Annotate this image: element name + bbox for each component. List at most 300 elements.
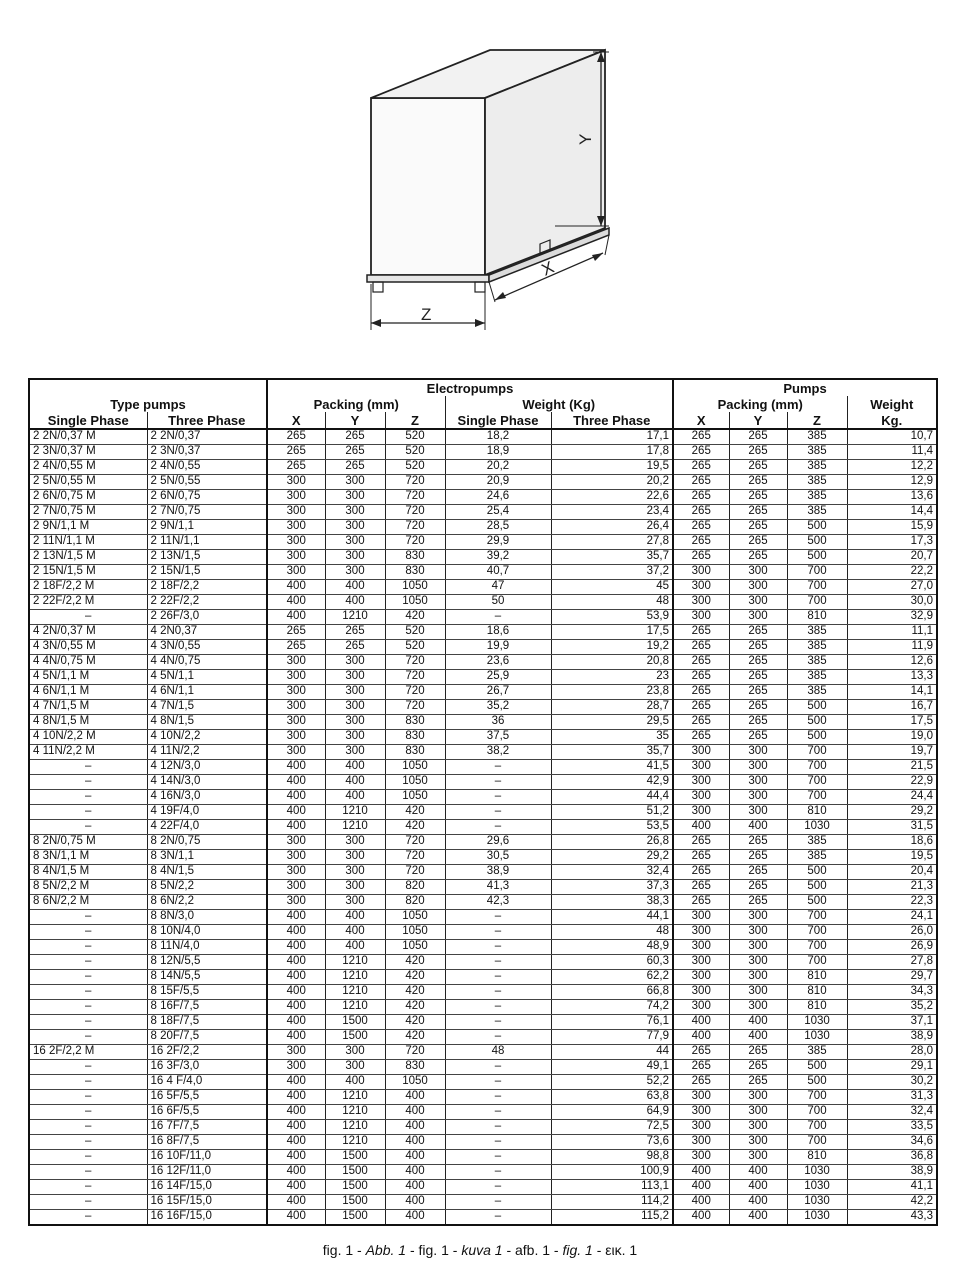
pump-x-cell: 265 — [673, 505, 729, 520]
pump-weight-cell: 35,2 — [847, 1000, 937, 1015]
packing-y-cell: 400 — [325, 760, 385, 775]
packing-y-cell: 1500 — [325, 1195, 385, 1210]
packing-x-cell: 400 — [267, 1135, 325, 1150]
packing-z-cell: 520 — [385, 460, 445, 475]
pump-x-cell: 300 — [673, 925, 729, 940]
packing-x-cell: 400 — [267, 925, 325, 940]
weight-single-cell: 35,2 — [445, 700, 551, 715]
header-packing-mm: Packing (mm) — [267, 396, 445, 412]
single-phase-cell: 8 4N/1,5 M — [29, 865, 147, 880]
pump-z-cell: 810 — [787, 610, 847, 625]
single-phase-cell: – — [29, 940, 147, 955]
packing-z-cell: 1050 — [385, 925, 445, 940]
packing-x-cell: 265 — [267, 640, 325, 655]
pump-y-cell: 265 — [729, 670, 787, 685]
label-x: X — [538, 257, 557, 280]
packing-x-cell: 300 — [267, 520, 325, 535]
packing-z-cell: 820 — [385, 895, 445, 910]
packing-y-cell: 400 — [325, 925, 385, 940]
pump-x-cell: 300 — [673, 1090, 729, 1105]
pump-z-cell: 385 — [787, 505, 847, 520]
pump-x-cell: 265 — [673, 715, 729, 730]
pump-y-cell: 300 — [729, 1000, 787, 1015]
pump-y-cell: 300 — [729, 595, 787, 610]
weight-single-cell: 36 — [445, 715, 551, 730]
weight-three-cell: 37,3 — [551, 880, 673, 895]
packing-y-cell: 300 — [325, 520, 385, 535]
pump-x-cell: 265 — [673, 865, 729, 880]
pump-weight-cell: 16,7 — [847, 700, 937, 715]
weight-single-cell: – — [445, 610, 551, 625]
packing-y-cell: 265 — [325, 445, 385, 460]
pump-y-cell: 265 — [729, 865, 787, 880]
weight-single-cell: – — [445, 1210, 551, 1226]
weight-single-cell: 38,2 — [445, 745, 551, 760]
header-electropumps: Electropumps — [267, 379, 673, 396]
weight-single-cell: – — [445, 1165, 551, 1180]
pump-weight-cell: 31,5 — [847, 820, 937, 835]
single-phase-cell: – — [29, 790, 147, 805]
packing-x-cell: 300 — [267, 670, 325, 685]
packing-x-cell: 300 — [267, 850, 325, 865]
single-phase-cell: 8 5N/2,2 M — [29, 880, 147, 895]
weight-single-cell: 29,6 — [445, 835, 551, 850]
table-row — [29, 850, 937, 865]
pump-z-cell: 810 — [787, 1150, 847, 1165]
pump-y-cell: 300 — [729, 940, 787, 955]
packing-z-cell: 720 — [385, 535, 445, 550]
table-row — [29, 550, 937, 565]
pump-weight-cell: 17,5 — [847, 715, 937, 730]
three-phase-cell: 2 15N/1,5 — [147, 565, 267, 580]
packing-y-cell: 300 — [325, 685, 385, 700]
packing-x-cell: 265 — [267, 625, 325, 640]
header-z: Z — [385, 412, 445, 429]
packing-z-cell: 420 — [385, 970, 445, 985]
pump-y-cell: 300 — [729, 955, 787, 970]
pump-x-cell: 300 — [673, 970, 729, 985]
weight-three-cell: 100,9 — [551, 1165, 673, 1180]
packing-x-cell: 300 — [267, 715, 325, 730]
packing-z-cell: 400 — [385, 1120, 445, 1135]
table-row — [29, 1120, 937, 1135]
table-row — [29, 1135, 937, 1150]
packing-x-cell: 265 — [267, 460, 325, 475]
weight-three-cell: 73,6 — [551, 1135, 673, 1150]
single-phase-cell: 2 2N/0,37 M — [29, 429, 147, 445]
pump-x-cell: 300 — [673, 580, 729, 595]
pump-y-cell: 300 — [729, 925, 787, 940]
packing-y-cell: 400 — [325, 1075, 385, 1090]
packing-x-cell: 265 — [267, 429, 325, 445]
pump-x-cell: 265 — [673, 685, 729, 700]
table-row — [29, 429, 937, 445]
packing-z-cell: 830 — [385, 565, 445, 580]
three-phase-cell: 4 2N0,37 — [147, 625, 267, 640]
table-row — [29, 760, 937, 775]
single-phase-cell: – — [29, 1195, 147, 1210]
pump-y-cell: 265 — [729, 490, 787, 505]
pump-weight-cell: 33,5 — [847, 1120, 937, 1135]
packing-z-cell: 830 — [385, 730, 445, 745]
weight-single-cell: 19,9 — [445, 640, 551, 655]
three-phase-cell: 16 2F/2,2 — [147, 1045, 267, 1060]
pallet-foot-right — [475, 282, 485, 292]
three-phase-cell: 4 5N/1,1 — [147, 670, 267, 685]
packing-y-cell: 1500 — [325, 1015, 385, 1030]
header-weight-three-phase: Three Phase — [551, 412, 673, 429]
three-phase-cell: 2 2N/0,37 — [147, 429, 267, 445]
packing-x-cell: 400 — [267, 955, 325, 970]
packing-x-cell: 400 — [267, 760, 325, 775]
weight-three-cell: 23 — [551, 670, 673, 685]
pump-z-cell: 385 — [787, 670, 847, 685]
packing-z-cell: 720 — [385, 1045, 445, 1060]
packing-x-cell: 400 — [267, 970, 325, 985]
weight-three-cell: 38,3 — [551, 895, 673, 910]
three-phase-cell: 8 4N/1,5 — [147, 865, 267, 880]
packing-z-cell: 400 — [385, 1105, 445, 1120]
packing-y-cell: 300 — [325, 670, 385, 685]
packing-z-cell: 400 — [385, 1135, 445, 1150]
packing-x-cell: 400 — [267, 775, 325, 790]
table-row — [29, 700, 937, 715]
weight-three-cell: 35 — [551, 730, 673, 745]
pump-x-cell: 300 — [673, 940, 729, 955]
pump-z-cell: 700 — [787, 745, 847, 760]
table-row — [29, 1015, 937, 1030]
table-row — [29, 715, 937, 730]
packing-z-cell: 400 — [385, 1180, 445, 1195]
weight-single-cell: – — [445, 925, 551, 940]
packing-x-cell: 300 — [267, 565, 325, 580]
packing-x-cell: 400 — [267, 1165, 325, 1180]
packing-x-cell: 400 — [267, 1105, 325, 1120]
three-phase-cell: 8 12N/5,5 — [147, 955, 267, 970]
packing-z-cell: 420 — [385, 1000, 445, 1015]
table-row — [29, 985, 937, 1000]
pump-z-cell: 1030 — [787, 820, 847, 835]
packing-y-cell: 1210 — [325, 1135, 385, 1150]
packing-y-cell: 300 — [325, 745, 385, 760]
three-phase-cell: 2 5N/0,55 — [147, 475, 267, 490]
label-z: Z — [421, 305, 432, 324]
pump-weight-cell: 20,7 — [847, 550, 937, 565]
packing-z-cell: 420 — [385, 805, 445, 820]
pump-x-cell: 300 — [673, 790, 729, 805]
three-phase-cell: 2 13N/1,5 — [147, 550, 267, 565]
packing-y-cell: 300 — [325, 655, 385, 670]
pump-weight-cell: 37,1 — [847, 1015, 937, 1030]
pump-z-cell: 500 — [787, 865, 847, 880]
single-phase-cell: – — [29, 1075, 147, 1090]
packing-x-cell: 300 — [267, 1060, 325, 1075]
packing-x-cell: 265 — [267, 445, 325, 460]
weight-three-cell: 20,2 — [551, 475, 673, 490]
caption-part: - fig. 1 - — [406, 1242, 462, 1258]
pump-z-cell: 385 — [787, 1045, 847, 1060]
pump-weight-cell: 34,6 — [847, 1135, 937, 1150]
three-phase-cell: 16 6F/5,5 — [147, 1105, 267, 1120]
packing-x-cell: 400 — [267, 910, 325, 925]
weight-single-cell: – — [445, 805, 551, 820]
weight-three-cell: 19,5 — [551, 460, 673, 475]
pump-y-cell: 265 — [729, 685, 787, 700]
pump-weight-cell: 26,0 — [847, 925, 937, 940]
weight-single-cell: – — [445, 1000, 551, 1015]
three-phase-cell: 4 8N/1,5 — [147, 715, 267, 730]
pump-weight-cell: 43,3 — [847, 1210, 937, 1226]
pump-y-cell: 265 — [729, 655, 787, 670]
pump-y-cell: 300 — [729, 610, 787, 625]
single-phase-cell: – — [29, 1180, 147, 1195]
weight-three-cell: 51,2 — [551, 805, 673, 820]
weight-three-cell: 113,1 — [551, 1180, 673, 1195]
single-phase-cell: – — [29, 1120, 147, 1135]
pump-z-cell: 1030 — [787, 1195, 847, 1210]
caption-part: - afb. 1 - — [502, 1242, 563, 1258]
three-phase-cell: 2 4N/0,55 — [147, 460, 267, 475]
packing-z-cell: 420 — [385, 985, 445, 1000]
pump-weight-cell: 21,3 — [847, 880, 937, 895]
single-phase-cell: 2 9N/1,1 M — [29, 520, 147, 535]
packing-y-cell: 265 — [325, 429, 385, 445]
pump-x-cell: 265 — [673, 625, 729, 640]
weight-three-cell: 42,9 — [551, 775, 673, 790]
single-phase-cell: 2 4N/0,55 M — [29, 460, 147, 475]
weight-three-cell: 48,9 — [551, 940, 673, 955]
pump-y-cell: 300 — [729, 790, 787, 805]
pump-weight-cell: 22,9 — [847, 775, 937, 790]
pump-y-cell: 300 — [729, 580, 787, 595]
packing-y-cell: 265 — [325, 460, 385, 475]
weight-three-cell: 76,1 — [551, 1015, 673, 1030]
weight-three-cell: 35,7 — [551, 550, 673, 565]
pump-y-cell: 265 — [729, 880, 787, 895]
three-phase-cell: 4 19F/4,0 — [147, 805, 267, 820]
packing-x-cell: 400 — [267, 1180, 325, 1195]
pump-weight-cell: 32,9 — [847, 610, 937, 625]
packing-z-cell: 400 — [385, 1195, 445, 1210]
pump-y-cell: 400 — [729, 1180, 787, 1195]
table-row — [29, 505, 937, 520]
table-row — [29, 1045, 937, 1060]
pump-x-cell: 265 — [673, 1045, 729, 1060]
three-phase-cell: 4 6N/1,1 — [147, 685, 267, 700]
single-phase-cell: 2 22F/2,2 M — [29, 595, 147, 610]
pump-z-cell: 700 — [787, 760, 847, 775]
pump-y-cell: 300 — [729, 985, 787, 1000]
pump-x-cell: 265 — [673, 520, 729, 535]
single-phase-cell: 4 6N/1,1 M — [29, 685, 147, 700]
three-phase-cell: 8 8N/3,0 — [147, 910, 267, 925]
header-x: X — [267, 412, 325, 429]
pump-weight-cell: 10,7 — [847, 429, 937, 445]
three-phase-cell: 8 20F/7,5 — [147, 1030, 267, 1045]
pump-y-cell: 265 — [729, 1060, 787, 1075]
packing-z-cell: 520 — [385, 429, 445, 445]
single-phase-cell: 2 3N/0,37 M — [29, 445, 147, 460]
packing-z-cell: 1050 — [385, 595, 445, 610]
pump-z-cell: 700 — [787, 940, 847, 955]
header-pumps-z: Z — [787, 412, 847, 429]
packing-x-cell: 400 — [267, 1075, 325, 1090]
pump-x-cell: 300 — [673, 1135, 729, 1150]
packing-z-cell: 1050 — [385, 580, 445, 595]
three-phase-cell: 4 7N/1,5 — [147, 700, 267, 715]
pump-y-cell: 265 — [729, 1075, 787, 1090]
weight-single-cell: – — [445, 1135, 551, 1150]
single-phase-cell: – — [29, 1105, 147, 1120]
table-row — [29, 625, 937, 640]
pump-z-cell: 385 — [787, 640, 847, 655]
packing-y-cell: 1500 — [325, 1180, 385, 1195]
weight-single-cell: – — [445, 1120, 551, 1135]
weight-single-cell: – — [445, 760, 551, 775]
pump-z-cell: 385 — [787, 835, 847, 850]
three-phase-cell: 16 5F/5,5 — [147, 1090, 267, 1105]
pump-weight-cell: 42,2 — [847, 1195, 937, 1210]
table-body — [29, 429, 937, 1225]
pump-y-cell: 265 — [729, 1045, 787, 1060]
single-phase-cell: – — [29, 1165, 147, 1180]
pump-weight-cell: 13,6 — [847, 490, 937, 505]
packing-z-cell: 830 — [385, 550, 445, 565]
weight-three-cell: 44 — [551, 1045, 673, 1060]
packing-x-cell: 400 — [267, 1000, 325, 1015]
header-kg: Kg. — [847, 412, 937, 429]
packing-y-cell: 300 — [325, 1045, 385, 1060]
three-phase-cell: 2 9N/1,1 — [147, 520, 267, 535]
pump-y-cell: 300 — [729, 805, 787, 820]
pump-x-cell: 400 — [673, 1180, 729, 1195]
pump-z-cell: 385 — [787, 429, 847, 445]
table-row — [29, 1150, 937, 1165]
pump-weight-cell: 12,2 — [847, 460, 937, 475]
table-row — [29, 655, 937, 670]
pump-z-cell: 500 — [787, 730, 847, 745]
pump-z-cell: 700 — [787, 1105, 847, 1120]
header-y: Y — [325, 412, 385, 429]
header-pumps-y: Y — [729, 412, 787, 429]
weight-single-cell: 30,5 — [445, 850, 551, 865]
single-phase-cell: – — [29, 1015, 147, 1030]
weight-single-cell: 20,9 — [445, 475, 551, 490]
packing-y-cell: 1500 — [325, 1030, 385, 1045]
table-row — [29, 970, 937, 985]
pump-weight-cell: 29,2 — [847, 805, 937, 820]
single-phase-cell: 2 18F/2,2 M — [29, 580, 147, 595]
weight-single-cell: 18,9 — [445, 445, 551, 460]
packing-z-cell: 720 — [385, 685, 445, 700]
pump-z-cell: 700 — [787, 955, 847, 970]
packing-z-cell: 1050 — [385, 1075, 445, 1090]
packing-y-cell: 300 — [325, 535, 385, 550]
weight-single-cell: – — [445, 1060, 551, 1075]
pump-z-cell: 385 — [787, 850, 847, 865]
table-row — [29, 775, 937, 790]
packing-z-cell: 520 — [385, 625, 445, 640]
weight-single-cell: – — [445, 1105, 551, 1120]
pump-z-cell: 385 — [787, 490, 847, 505]
pump-z-cell: 700 — [787, 790, 847, 805]
single-phase-cell: – — [29, 955, 147, 970]
three-phase-cell: 8 11N/4,0 — [147, 940, 267, 955]
three-phase-cell: 8 14N/5,5 — [147, 970, 267, 985]
single-phase-cell: 4 10N/2,2 M — [29, 730, 147, 745]
packing-z-cell: 1050 — [385, 790, 445, 805]
three-phase-cell: 8 18F/7,5 — [147, 1015, 267, 1030]
packing-x-cell: 400 — [267, 1030, 325, 1045]
packing-z-cell: 420 — [385, 955, 445, 970]
table-row — [29, 475, 937, 490]
pump-z-cell: 500 — [787, 1060, 847, 1075]
weight-single-cell: – — [445, 790, 551, 805]
weight-three-cell: 44,4 — [551, 790, 673, 805]
weight-single-cell: 25,9 — [445, 670, 551, 685]
packing-y-cell: 300 — [325, 565, 385, 580]
packing-x-cell: 300 — [267, 505, 325, 520]
pump-y-cell: 300 — [729, 565, 787, 580]
table-row — [29, 580, 937, 595]
three-phase-cell: 2 3N/0,37 — [147, 445, 267, 460]
packing-y-cell: 1210 — [325, 610, 385, 625]
header-pumps: Pumps — [673, 379, 937, 396]
caption-part: fig. 1 - — [322, 1242, 366, 1258]
pump-weight-cell: 11,9 — [847, 640, 937, 655]
weight-three-cell: 48 — [551, 925, 673, 940]
pump-weight-cell: 38,9 — [847, 1030, 937, 1045]
three-phase-cell: 2 22F/2,2 — [147, 595, 267, 610]
table-row — [29, 790, 937, 805]
pump-z-cell: 500 — [787, 880, 847, 895]
pump-weight-cell: 13,3 — [847, 670, 937, 685]
three-phase-cell: 2 11N/1,1 — [147, 535, 267, 550]
weight-single-cell: 29,9 — [445, 535, 551, 550]
packing-x-cell: 400 — [267, 820, 325, 835]
header-pumps-x: X — [673, 412, 729, 429]
weight-single-cell: 39,2 — [445, 550, 551, 565]
weight-three-cell: 52,2 — [551, 1075, 673, 1090]
caption-part-italic: Abb. 1 — [365, 1242, 407, 1258]
pump-y-cell: 300 — [729, 970, 787, 985]
pump-z-cell: 700 — [787, 1135, 847, 1150]
pump-z-cell: 385 — [787, 445, 847, 460]
pump-weight-cell: 12,9 — [847, 475, 937, 490]
pump-z-cell: 500 — [787, 550, 847, 565]
packing-y-cell: 1210 — [325, 970, 385, 985]
pallet-front — [367, 275, 489, 282]
packing-z-cell: 400 — [385, 1210, 445, 1226]
weight-three-cell: 62,2 — [551, 970, 673, 985]
packing-x-cell: 300 — [267, 865, 325, 880]
pump-y-cell: 265 — [729, 445, 787, 460]
caption-part-italic: kuva 1 — [461, 1242, 503, 1258]
weight-single-cell: 25,4 — [445, 505, 551, 520]
figure-caption — [0, 1242, 960, 1258]
pump-x-cell: 265 — [673, 490, 729, 505]
weight-single-cell: – — [445, 985, 551, 1000]
pump-weight-cell: 38,9 — [847, 1165, 937, 1180]
pump-weight-cell: 26,9 — [847, 940, 937, 955]
single-phase-cell: – — [29, 1090, 147, 1105]
packing-x-cell: 400 — [267, 1210, 325, 1226]
packing-z-cell: 720 — [385, 865, 445, 880]
pump-z-cell: 700 — [787, 775, 847, 790]
weight-three-cell: 28,7 — [551, 700, 673, 715]
pump-z-cell: 385 — [787, 685, 847, 700]
single-phase-cell: 2 15N/1,5 M — [29, 565, 147, 580]
